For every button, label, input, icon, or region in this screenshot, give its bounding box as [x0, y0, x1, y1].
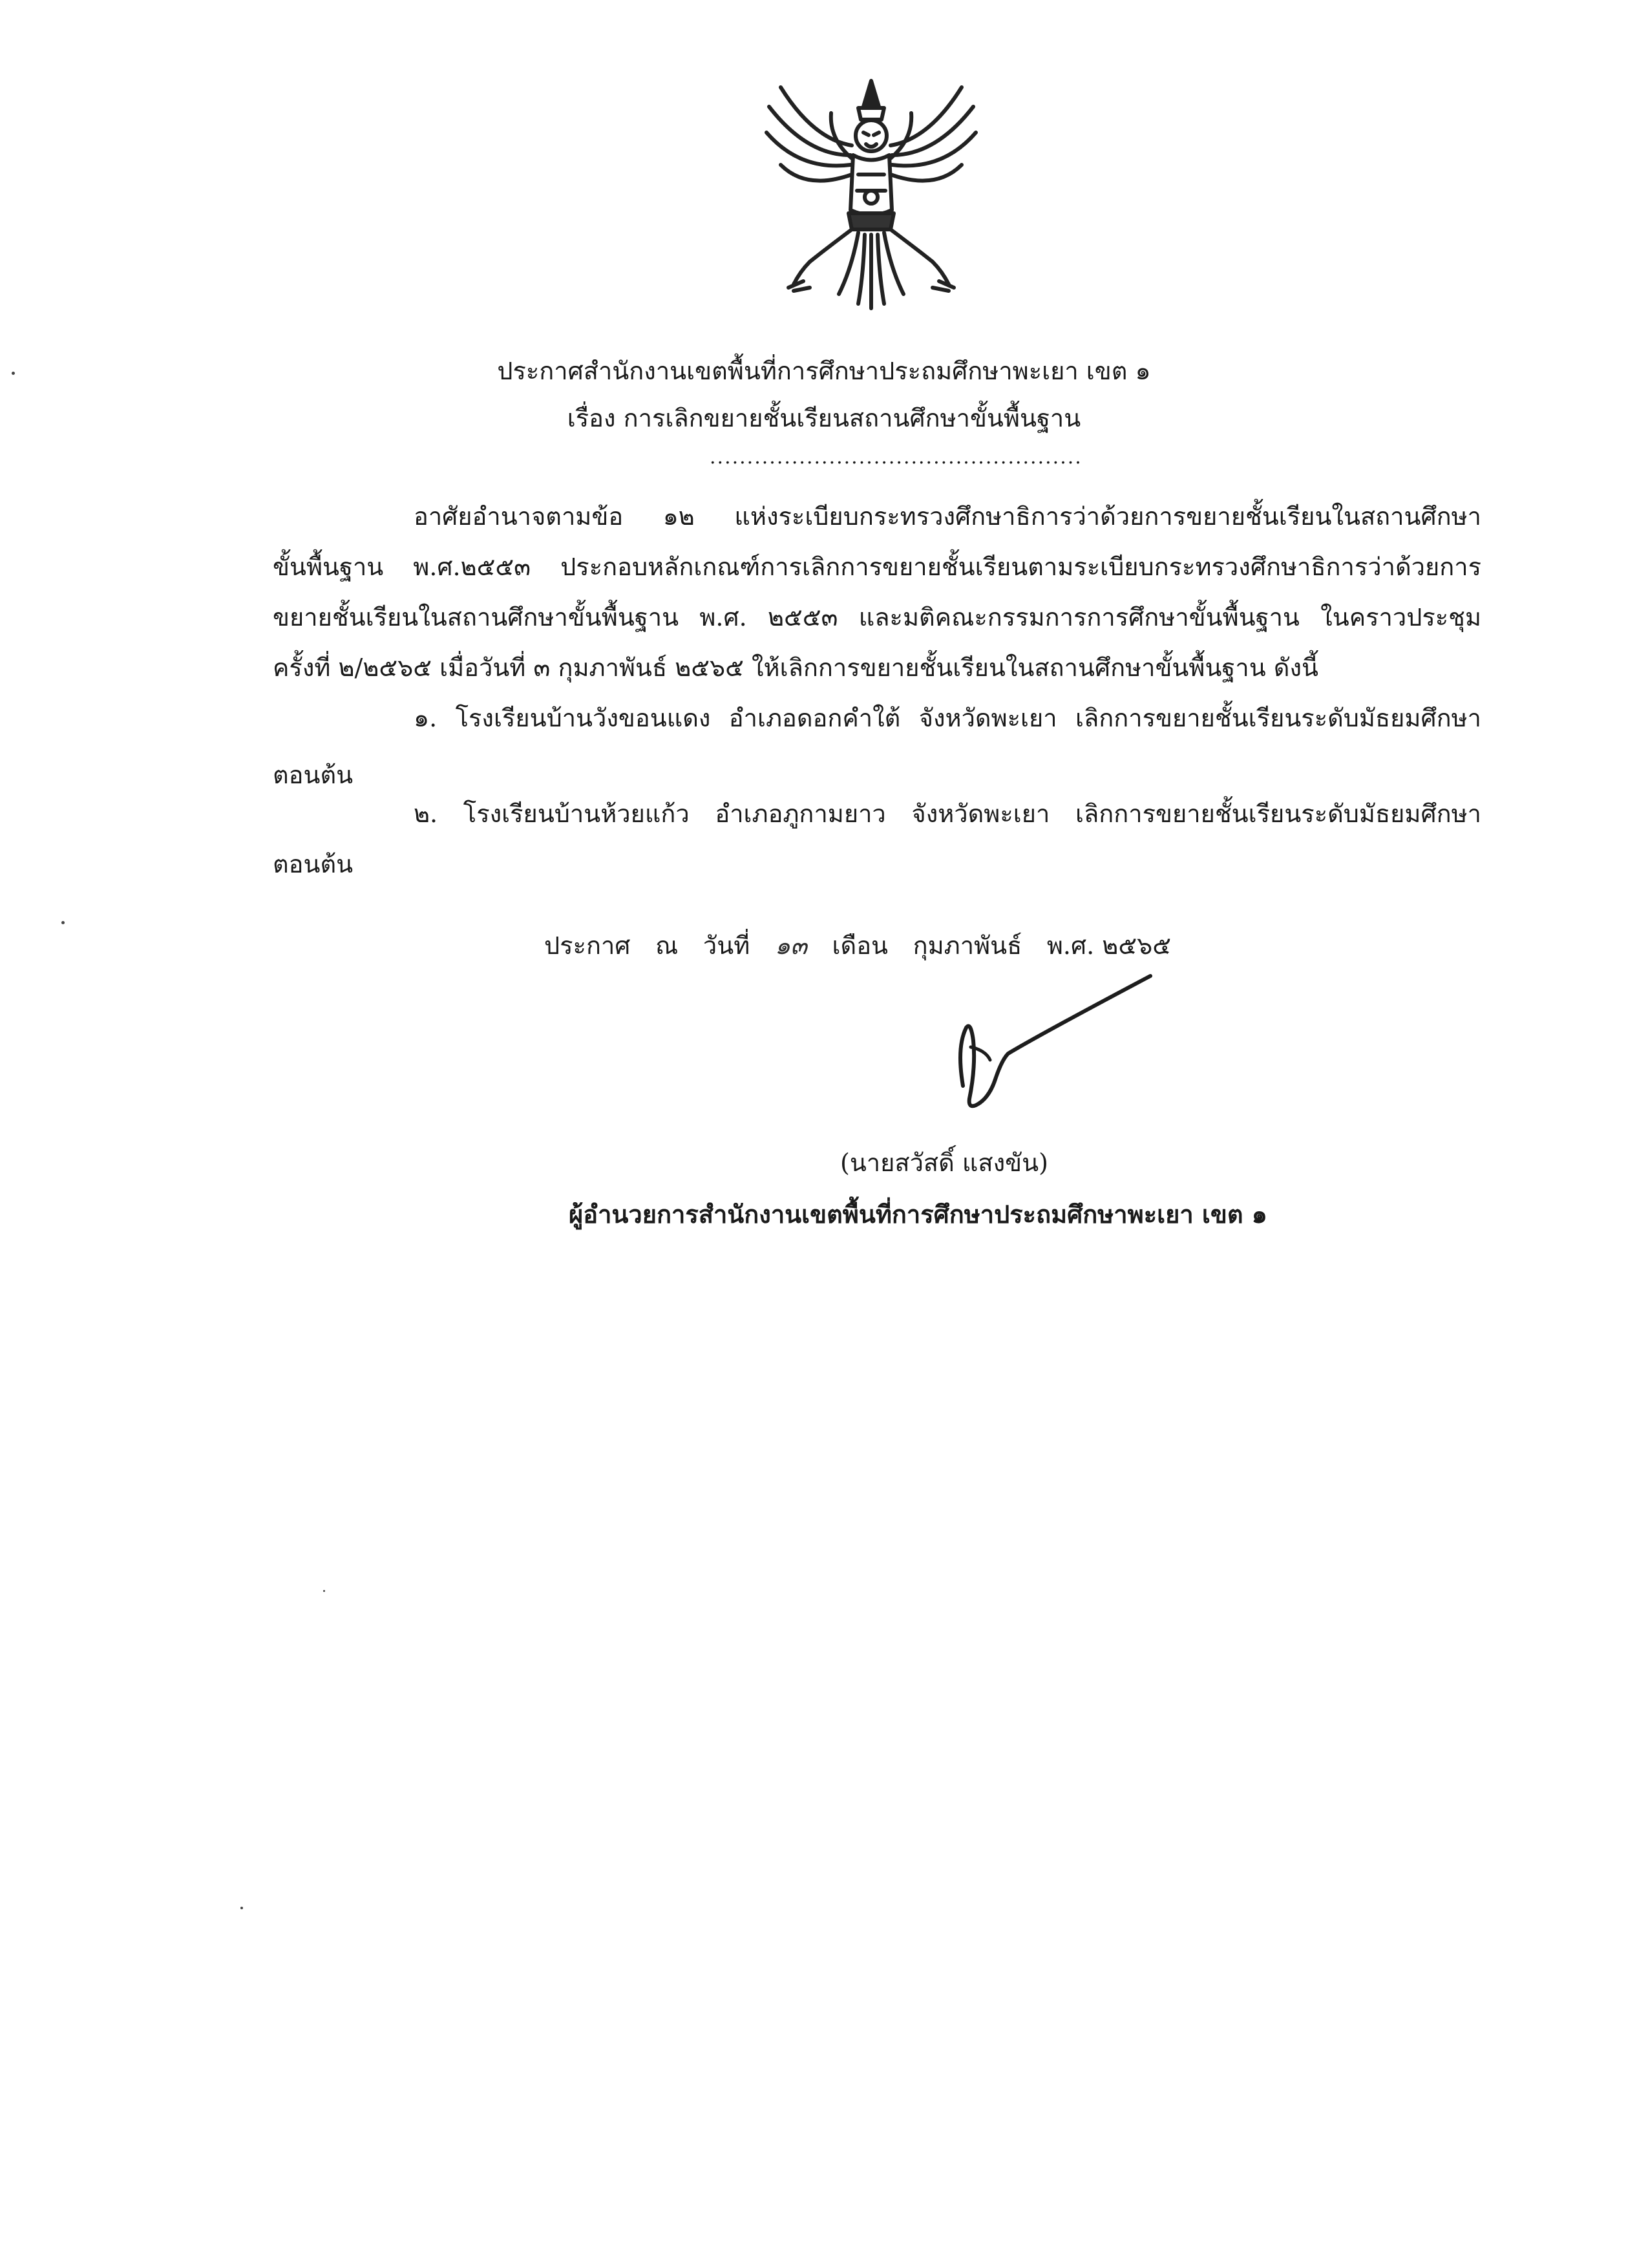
scan-speck — [240, 1907, 243, 1909]
garuda-emblem-icon — [755, 68, 988, 313]
body-line-1: อาศัยอำนาจตามข้อ ๑๒ แห่งระเบียบกระทรวงศึกษาธิการว่าด้วยการขยายชั้นเรียนในสถานศึกษา — [414, 502, 1481, 531]
item-2-line: ๒. โรงเรียนบ้านห้วยแก้ว อำเภอภูกามยาว จังหวัดพะเยา เลิกการขยายชั้นเรียนระดับมัธยมศึกษา — [414, 800, 1481, 828]
item-1-continuation: ตอนต้น — [273, 761, 354, 789]
date-month-label: เดือน — [832, 931, 889, 960]
body-line-4: ครั้งที่ ๒/๒๕๖๕ เมื่อวันที่ ๓ กุมภาพันธ์ ๒๕๖๕ ให้เลิกการขยายชั้นเรียนในสถานศึกษาขั้นพื้นฐาน ดังนี้ — [273, 653, 1319, 682]
date-at: ณ — [655, 931, 679, 960]
date-month: กุมภาพันธ์ — [913, 931, 1022, 960]
handwritten-signature — [931, 970, 1163, 1138]
scan-speck — [323, 1590, 325, 1592]
item-1-line: ๑. โรงเรียนบ้านวังขอนแดง อำเภอดอกคำใต้ จังหวัดพะเยา เลิกการขยายชั้นเรียนระดับมัธยมศึกษา — [414, 704, 1481, 732]
date-prefix: ประกาศ — [544, 931, 631, 960]
date-year: พ.ศ. ๒๕๖๕ — [1046, 931, 1171, 960]
scan-speck — [12, 372, 15, 375]
signer-name: (นายสวัสดิ์ แสงขัน) — [840, 1149, 1048, 1177]
announcement-title: ประกาศสำนักงานเขตพื้นที่การศึกษาประถมศึกษาพะเยา เขต ๑ — [497, 357, 1151, 385]
announcement-date — [544, 933, 1171, 958]
date-day-label: วันที่ — [703, 931, 750, 960]
separator-line: .................................................. — [710, 446, 1083, 469]
date-day: ๑๓ — [774, 931, 807, 960]
signer-title: ผู้อำนวยการสำนักงานเขตพื้นที่การศึกษาประถมศึกษาพะเยา เขต ๑ — [569, 1200, 1267, 1229]
announcement-subject: เรื่อง การเลิกขยายชั้นเรียนสถานศึกษาขั้นพื้นฐาน — [567, 404, 1081, 432]
body-line-3: ขยายชั้นเรียนในสถานศึกษาขั้นพื้นฐาน พ.ศ. ๒๕๕๓ และมติคณะกรรมการการศึกษาขั้นพื้นฐาน ในคราวประชุม — [273, 603, 1481, 631]
body-line-2: ขั้นพื้นฐาน พ.ศ.๒๕๕๓ ประกอบหลักเกณฑ์การเลิกการขยายชั้นเรียนตามระเบียบกระทรวงศึกษาธิการว่าด้วยการ — [273, 553, 1481, 581]
item-2-continuation: ตอนต้น — [273, 850, 354, 878]
scan-speck — [61, 921, 65, 924]
